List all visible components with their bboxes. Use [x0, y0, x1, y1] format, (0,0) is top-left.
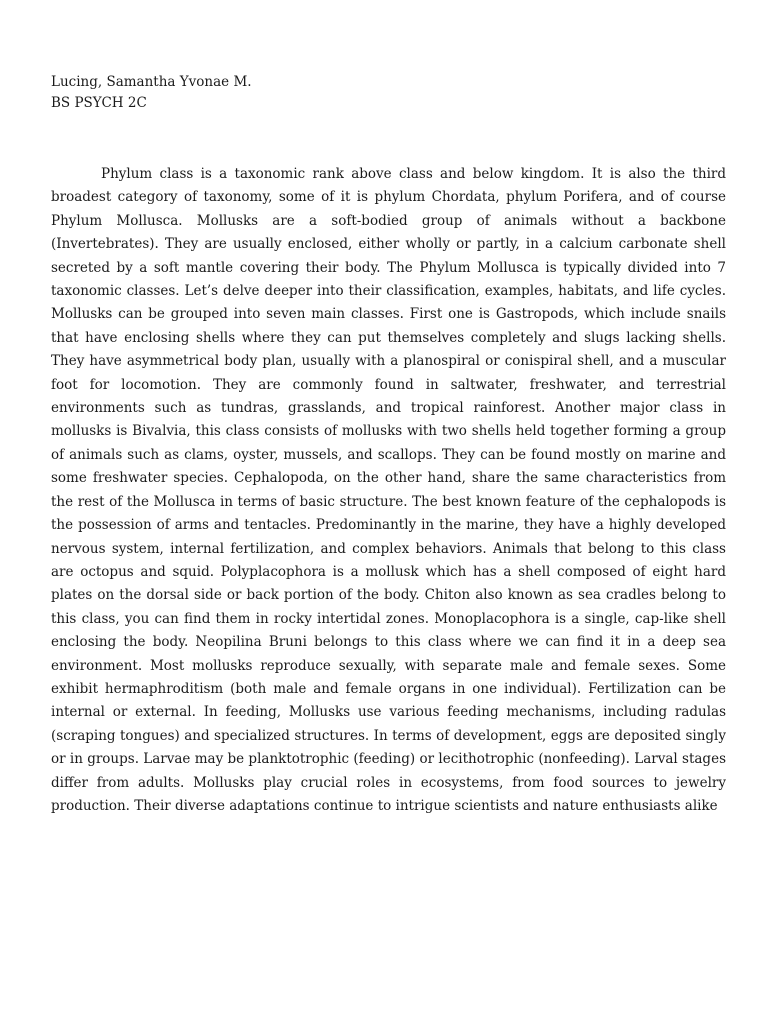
document-header [51, 72, 252, 114]
course-section: BS PSYCH 2C [51, 95, 147, 111]
essay-paragraph: Phylum class is a taxonomic rank above class and below kingdom. It is also the third broadest category of taxonomy, some of it is phylum Chordata, phylum Porifera, and of course Phylum Mollusca. Mollusks are a soft-bodied group of animals without a backbone (Invertebrates). They are usually enclosed, either wholly or partly, in a calcium carbonate shell secreted by a soft mantle covering their body. The Phylum Mollusca is typically divided into 7 taxonomic classes. Let’s delve deeper into their classification, examples, habitats, and life cycles. Mollusks can be grouped into seven main classes. First one is Gastropods, which include snails that have enclosing shells where they can put themselves completely and slugs lacking shells. They have asymmetrical body plan, usually with a planospiral or conispiral shell, and a muscular foot for locomotion. They are commonly found in saltwater, freshwater, and terrestrial environments such as tundras, grasslands, and tropical rainforest. Another major class in mollusks is Bivalvia, this class consists of mollusks with two shells held together forming a group of animals such as clams, oyster, mussels, and scallops. They can be found mostly on marine and some freshwater species. Cephalopoda, on the other hand, share the same characteristics from the rest of the Mollusca in terms of basic structure. The best known feature of the cephalopods is the possession of arms and tentacles. Predominantly in the marine, they have a highly developed nervous system, internal fertilization, and complex behaviors. Animals that belong to this class are octopus and squid. Polyplacophora is a mollusk which has a shell composed of eight hard plates on the dorsal side or back portion of the body. Chiton also known as sea cradles belong to this class, you can find them in rocky intertidal zones. Monoplacophora is a single, cap-like shell enclosing the body. Neopilina Bruni belongs to this class where we can find it in a deep sea environment. Most mollusks reproduce sexually, with separate male and female sexes. Some exhibit hermaphroditism (both male and female organs in one individual). Fertilization can be internal or external. In feeding, Mollusks use various feeding mechanisms, including radulas (scraping tongues) and specialized structures. In terms of development, eggs are deposited singly or in groups. Larvae may be planktotrophic (feeding) or lecithotrophic (nonfeeding). Larval stages differ from adults. Mollusks play crucial roles in ecosystems, from food sources to jewelry production. Their diverse adaptations continue to intrigue scientists and nature enthusiasts alike [51, 166, 726, 814]
author-name: Lucing, Samantha Yvonae M. [51, 74, 252, 90]
